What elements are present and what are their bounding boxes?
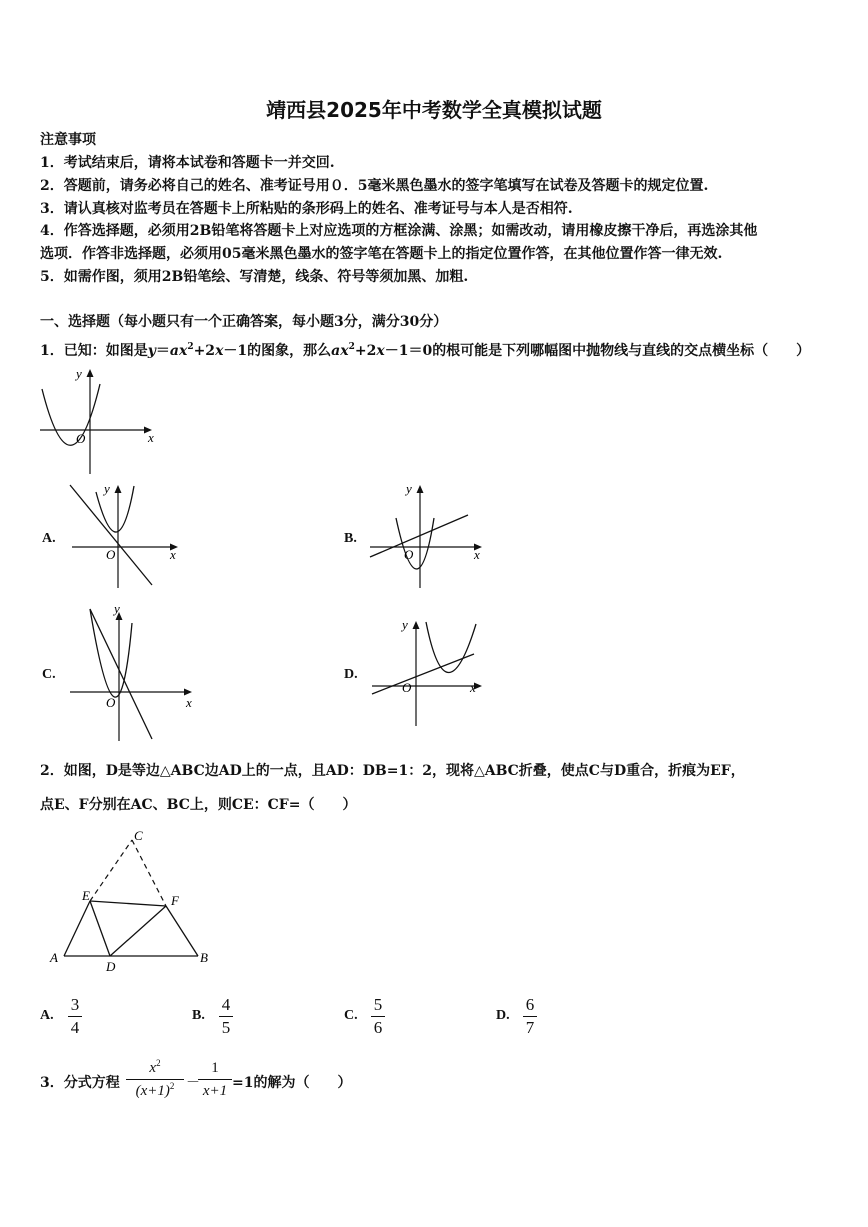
denominator: 4 (70, 1018, 80, 1037)
q1-text-b: ：如图是 (91, 343, 148, 359)
line (70, 485, 152, 585)
origin-label: O (106, 547, 116, 562)
y-axis-arrow (417, 485, 424, 493)
q1-eq1-a: ax (169, 343, 188, 359)
folded-ce (90, 840, 132, 901)
section-heading: 一、选择题（每小题只有一个正确答案，每小题3分，满分30分） (40, 314, 448, 330)
segment-ed (90, 901, 110, 956)
label-a: A (50, 950, 58, 965)
q3-fraction-2 (198, 1058, 232, 1101)
q1-eq1-rest: +2 (193, 343, 216, 359)
notice-item-1: 1．考试结束后，请将本试卷和答题卡一并交回. (40, 155, 335, 171)
segment-fd (110, 906, 166, 956)
question-3-suffix: =1的解为（ ） (232, 1075, 352, 1091)
question-2-text-1: 如图，D是等边△ABC边AD上的一点，且AD：DB=1：2，现将△ABC折叠，使点C与D重合，折痕为EF， (63, 763, 745, 779)
denominator: 5 (221, 1018, 231, 1037)
x-label: x (186, 695, 192, 710)
q1-text-a: 已知 (63, 343, 92, 359)
q1-option-a-label: A. (42, 531, 56, 546)
numerator (149, 1058, 160, 1078)
q2-option-b-label: B. (192, 1008, 205, 1023)
notice-item-4: 4．作答选择题，必须用2B铅笔将答题卡上对应选项的方框涂满、涂黑；如需改动，请用橡皮擦干净后，再选涂其他 (40, 223, 758, 239)
fraction-bar (219, 1016, 233, 1017)
q2-option-a-fraction (68, 995, 82, 1038)
side-ae (64, 901, 90, 956)
q1-option-c-graph (66, 603, 196, 743)
side-fb (166, 906, 198, 956)
y-label: y (76, 366, 82, 381)
y-axis-arrow (413, 621, 420, 629)
line (90, 609, 152, 739)
notice-item-5: 5．如需作图，须用2B铅笔绘、写清楚，线条、符号等须加黑、加粗. (40, 269, 469, 285)
q1-option-b-graph (364, 480, 489, 595)
q1-main-graph (36, 364, 166, 479)
q1-option-d-label: D. (344, 667, 358, 682)
label-f: F (171, 893, 179, 908)
q1-eq1-exp: 2 (187, 342, 194, 352)
parabola (42, 384, 100, 445)
fraction-bar (198, 1079, 232, 1080)
q1-eq1-x: x (215, 343, 224, 359)
q1-eq1-y: y (147, 343, 156, 359)
notice-item-2: 2．答题前，请务必将自己的姓名、准考证号用０．5毫米黑色墨水的签字笔填写在试卷及答题卡的规定位置. (40, 178, 709, 194)
fraction-bar (126, 1079, 184, 1080)
numerator: 1 (211, 1060, 219, 1076)
label-b: B (200, 950, 208, 965)
y-axis-arrow (115, 485, 122, 493)
q1-option-a-graph (62, 480, 187, 595)
line (370, 515, 468, 557)
folded-cf (132, 840, 166, 906)
origin-label: O (404, 547, 414, 562)
x-label: x (470, 680, 476, 695)
num-x: x (149, 1060, 157, 1076)
numerator: 5 (373, 995, 383, 1014)
q1-eq2-exp: 2 (348, 342, 355, 352)
question-3-number: 3． (40, 1075, 64, 1091)
question-1-stem (40, 342, 810, 360)
q2-triangle-figure (48, 826, 218, 976)
line (372, 654, 474, 694)
origin-label: O (402, 680, 412, 695)
question-2-line-1 (40, 762, 745, 780)
label-e: E (82, 888, 90, 903)
label-d: D (106, 959, 116, 974)
q1-eq2-x: x (376, 343, 385, 359)
y-label: y (402, 617, 408, 632)
notice-item-4-cont: 选项．作答非选择题，必须用05毫米黑色墨水的签字笔在答题卡上的指定位置作答，在其他位置作答一律无效. (40, 246, 723, 262)
numerator: 3 (70, 995, 80, 1014)
q1-text-c: 的图象，那么 (247, 343, 332, 359)
page-title: 靖西县2025年中考数学全真模拟试题 (266, 98, 602, 122)
denominator: 6 (373, 1018, 383, 1037)
origin-label: O (76, 431, 86, 446)
question-3-text: 分式方程 (63, 1075, 120, 1091)
question-2-line-2: 点E、F分别在AC、BC上，则CE：CF=（ ） (40, 797, 357, 813)
den-exp: 2 (169, 1081, 175, 1091)
y-label: y (406, 481, 412, 496)
question-3-prefix (40, 1074, 120, 1092)
q1-eq2-a: ax (331, 343, 349, 359)
notice-heading: 注意事项 (40, 132, 96, 148)
q2-option-d-label: D. (496, 1008, 510, 1023)
y-label: y (104, 481, 110, 496)
q2-option-d-fraction (523, 995, 537, 1038)
x-label: x (148, 430, 154, 445)
numerator: 4 (221, 995, 231, 1014)
fraction-bar (371, 1016, 385, 1017)
q1-option-c-label: C. (42, 667, 56, 682)
q1-eq2-tail: －1＝0 (384, 343, 433, 359)
fraction-bar (523, 1016, 537, 1017)
q1-option-d-graph (366, 612, 491, 732)
q1-eq2-rest: +2 (354, 343, 377, 359)
q1-eq1-tail: －1 (223, 343, 248, 359)
q2-option-b-fraction (219, 995, 233, 1038)
q1-option-b-label: B. (344, 531, 357, 546)
denominator (136, 1081, 175, 1101)
q1-eq1-mid: ＝ (155, 343, 170, 359)
num-exp: 2 (156, 1058, 161, 1068)
x-label: x (474, 547, 480, 562)
crease-ef (90, 901, 166, 906)
q1-text-d: 的根可能是下列哪幅图中抛物线与直线的交点横坐标（ ） (432, 343, 811, 359)
x-label: x (170, 547, 176, 562)
label-c: C (134, 828, 143, 843)
denominator: 7 (525, 1018, 535, 1037)
fraction-bar (68, 1016, 82, 1017)
denominator: x+1 (202, 1083, 228, 1099)
den-base: (x+1) (135, 1083, 170, 1099)
numerator: 6 (525, 995, 535, 1014)
q3-fraction-1 (126, 1058, 184, 1101)
y-label: y (114, 601, 120, 616)
q2-option-c-fraction (371, 995, 385, 1038)
origin-label: O (106, 695, 116, 710)
q2-option-a-label: A. (40, 1008, 54, 1023)
q2-option-c-label: C. (344, 1008, 358, 1023)
question-1-number: 1． (40, 343, 64, 359)
y-axis-arrow (87, 369, 94, 377)
parabola (426, 622, 476, 673)
notice-item-3: 3．请认真核对监考员在答题卡上所粘贴的条形码上的姓名、准考证号与本人是否相符. (40, 201, 573, 217)
q3-minus: － (186, 1075, 200, 1091)
question-2-number: 2． (40, 763, 64, 779)
